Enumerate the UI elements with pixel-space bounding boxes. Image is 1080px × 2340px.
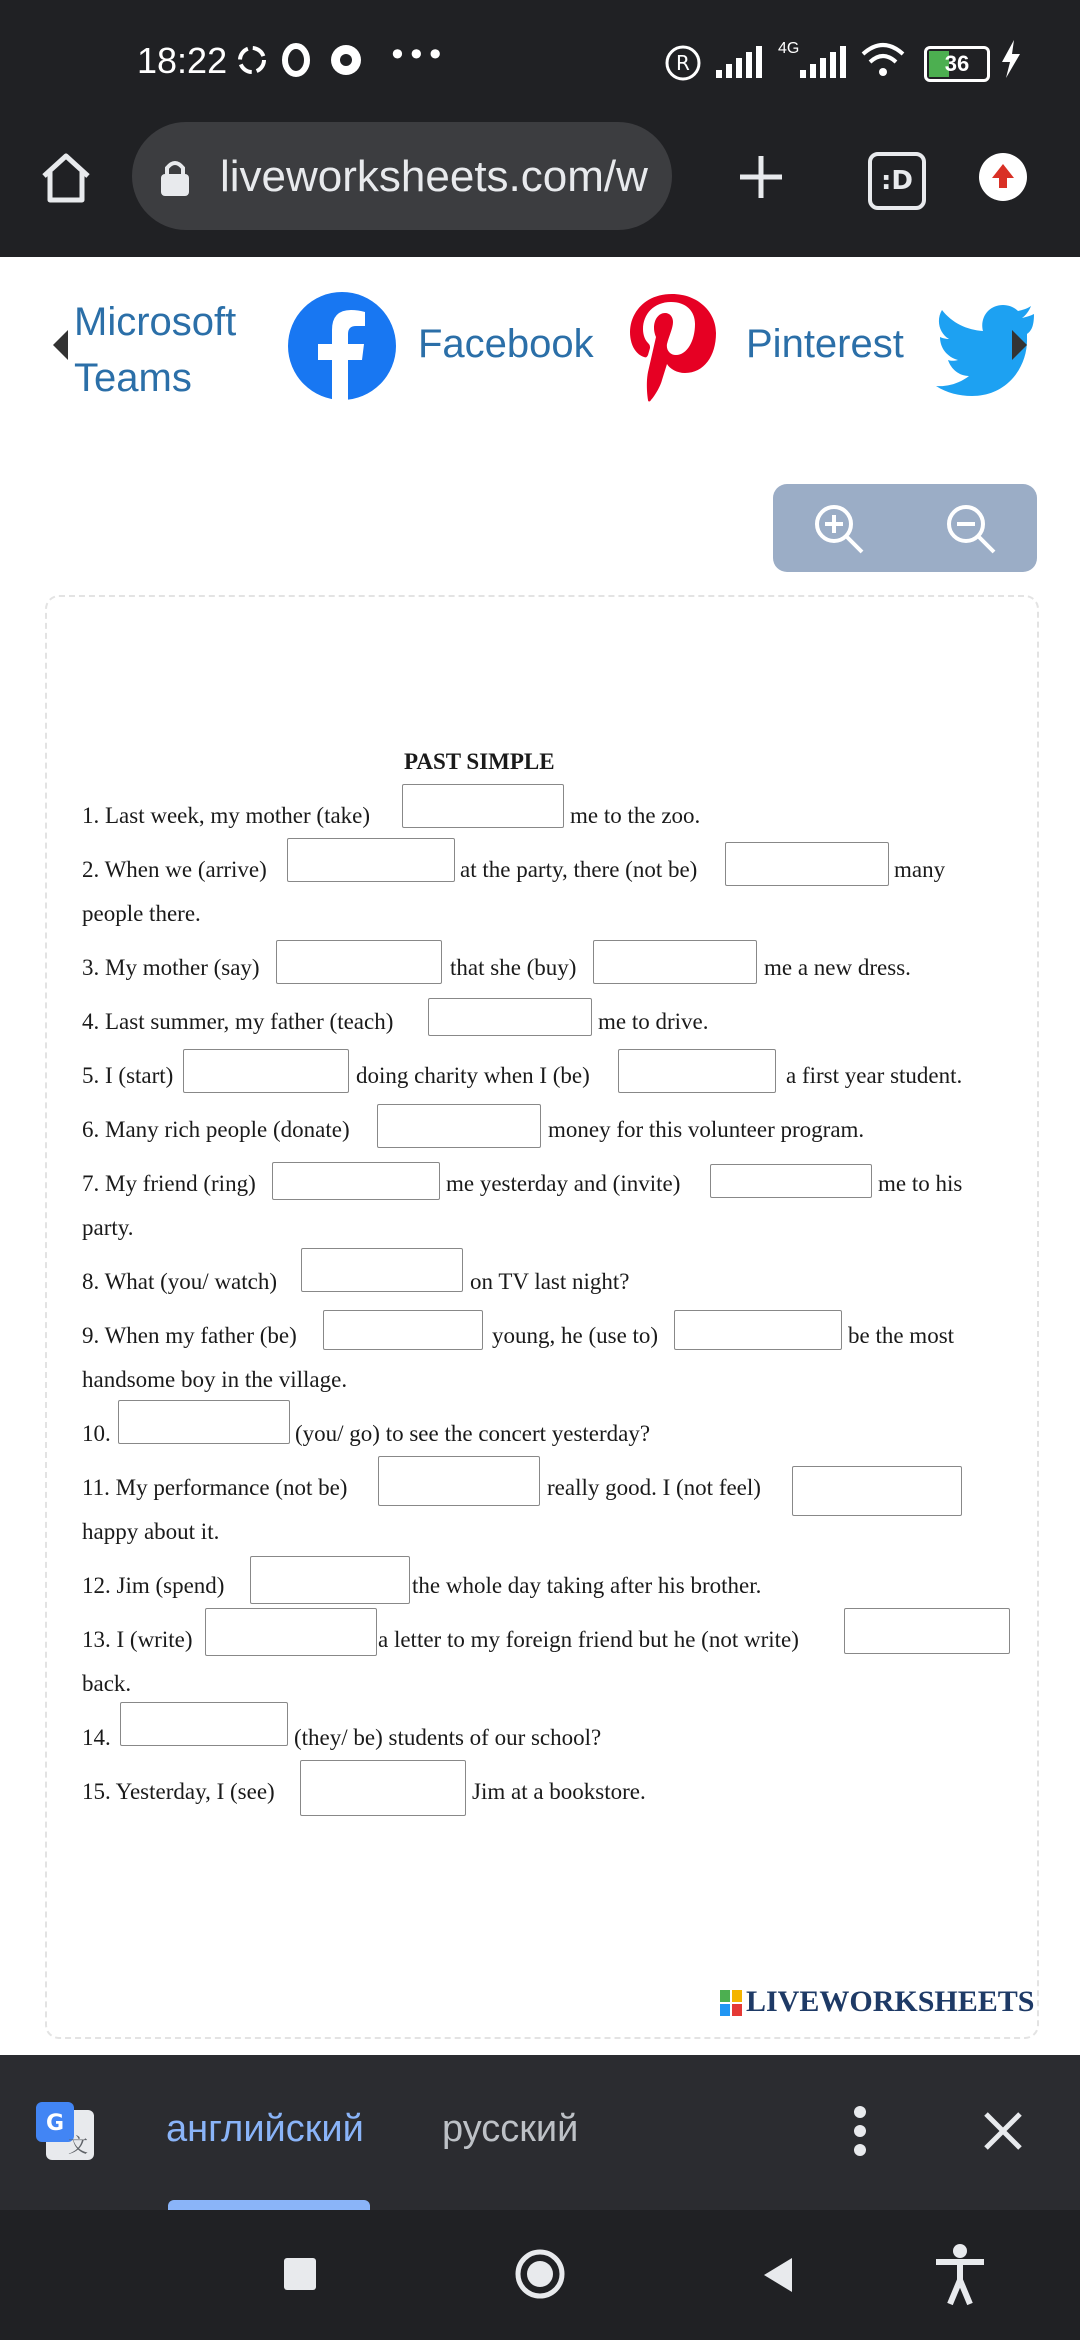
liveworksheets-logo-icon [720,1990,742,2021]
zoom-in-icon[interactable] [812,502,866,561]
q2-text-d: people there. [82,901,201,926]
home-icon[interactable] [38,150,94,211]
q6-text-b: money for this volunteer program. [548,1117,865,1142]
translate-target-language[interactable]: русский [442,2108,579,2150]
q14-answer-input[interactable] [120,1702,288,1746]
q13-text-b: a letter to my foreign friend but he (not write) [378,1627,799,1652]
q12-text-a: 12. Jim (spend) [82,1573,225,1598]
recent-apps-icon[interactable] [284,2258,316,2295]
chrome-icon [328,42,364,83]
q3-answer-input-1[interactable] [276,940,442,984]
share-pinterest-label[interactable]: Pinterest [746,322,904,366]
q2-answer-input-1[interactable] [287,838,455,882]
teams-label-line2: Teams [74,356,192,400]
q11-answer-input-2[interactable] [792,1466,962,1516]
q2-text-a: 2. When we (arrive) [82,857,267,882]
close-icon[interactable] [982,2110,1024,2157]
q9-answer-input-1[interactable] [323,1310,483,1350]
q9-text-b: young, he (use to) [492,1323,659,1348]
opera-icon [280,42,312,83]
tab-switcher-button[interactable]: :D [868,152,926,210]
share-row [0,286,1080,416]
q11-text-c: happy about it. [82,1519,220,1544]
q9-text-a: 9. When my father (be) [82,1323,297,1348]
translate-source-language[interactable]: английский [166,2108,364,2150]
more-options-icon[interactable] [852,2106,868,2161]
share-facebook-label[interactable]: Facebook [418,322,594,366]
q1-answer-input[interactable] [402,784,564,828]
q13-text-c: back. [82,1671,132,1696]
q1-text-a: 1. Last week, my mother (take) [82,803,371,828]
sync-icon [234,42,270,83]
q15-text-a: 15. Yesterday, I (see) [82,1779,275,1804]
q15-text-b: Jim at a bookstore. [472,1779,646,1804]
q4-text-a: 4. Last summer, my father (teach) [82,1009,394,1034]
q4-answer-input[interactable] [428,998,592,1036]
zoom-out-icon[interactable] [944,502,998,561]
q11-text-a: 11. My performance (not be) [82,1475,348,1500]
url-text[interactable]: liveworksheets.com/w [220,152,648,201]
q2-answer-input-2[interactable] [725,842,889,886]
q9-answer-input-2[interactable] [674,1310,842,1350]
q3-text-a: 3. My mother (say) [82,955,260,980]
lock-icon[interactable] [158,158,192,203]
q8-text-a: 8. What (you/ watch) [82,1269,278,1294]
network-type: 4G [778,40,800,57]
q5-answer-input-2[interactable] [618,1049,776,1093]
q8-text-b: on TV last night? [470,1269,630,1294]
status-time: 18:22 [137,40,228,81]
svg-text:G: G [45,2111,65,2136]
svg-text:R: R [676,51,690,75]
q3-text-b: that she (buy) [450,955,577,980]
q7-text-c: me to his [878,1171,963,1196]
accessibility-icon[interactable] [934,2244,986,2311]
q4-text-b: me to drive. [598,1009,709,1034]
q9-text-c: be the most [848,1323,955,1348]
home-nav-icon[interactable] [514,2248,566,2305]
signal-icon [716,46,766,83]
q5-text-a: 5. I (start) [82,1063,174,1088]
q15-answer-input[interactable] [300,1760,466,1816]
q9-text-d: handsome boy in the village. [82,1367,348,1392]
more-notifications: ••• [388,36,445,74]
q5-text-c: a first year student. [786,1063,963,1088]
q2-text-b: at the party, there (not be) [460,857,698,882]
google-translate-icon[interactable] [36,2102,96,2167]
q7-text-d: party. [82,1215,134,1240]
update-icon[interactable] [978,152,1028,207]
q11-text-b: really good. I (not feel) [547,1475,761,1500]
q7-text-a: 7. My friend (ring) [82,1171,256,1196]
facebook-icon[interactable] [288,292,396,405]
battery-level: 36 [944,51,970,76]
teams-label-line1: Microsoft [74,300,237,344]
charging-icon [1000,40,1022,83]
q5-answer-input-1[interactable] [183,1049,349,1093]
q14-text-b: (they/ be) students of our school? [294,1725,602,1750]
q13-answer-input-1[interactable] [205,1608,377,1656]
back-icon[interactable] [762,2256,794,2299]
q2-text-c: many [894,857,946,882]
svg-text:文: 文 [68,2133,88,2157]
translate-active-indicator [168,2200,370,2210]
new-tab-icon[interactable] [736,152,786,207]
q12-text-b: the whole day taking after his brother. [412,1573,762,1598]
battery-icon [924,46,990,82]
q13-answer-input-2[interactable] [844,1608,1010,1654]
q8-answer-input[interactable] [301,1248,463,1292]
q1-text-b: me to the zoo. [570,803,701,828]
pinterest-icon[interactable] [624,292,720,407]
q6-answer-input[interactable] [377,1104,541,1148]
q10-text-b: (you/ go) to see the concert yesterday? [295,1421,651,1446]
liveworksheets-logo: LIVEWORKSHEETS [746,1985,1035,2018]
q10-answer-input[interactable] [118,1400,290,1444]
q14-text-a: 14. [82,1725,111,1750]
q10-text-a: 10. [82,1421,111,1446]
q7-answer-input-1[interactable] [272,1162,440,1200]
q11-answer-input-1[interactable] [378,1456,540,1506]
registered-icon [664,44,702,87]
worksheet-title: PAST SIMPLE [404,749,555,774]
q12-answer-input[interactable] [250,1556,410,1604]
q7-answer-input-2[interactable] [710,1164,872,1198]
share-microsoft-teams[interactable] [50,294,236,406]
q3-answer-input-2[interactable] [593,940,757,984]
share-next-arrow[interactable] [1010,328,1030,367]
q3-text-c: me a new dress. [764,955,911,980]
q7-text-b: me yesterday and (invite) [446,1171,681,1196]
signal-icon-2 [800,46,846,83]
q13-text-a: 13. I (write) [82,1627,193,1652]
q5-text-b: doing charity when I (be) [356,1063,590,1088]
wifi-icon [860,42,906,83]
q6-text-a: 6. Many rich people (donate) [82,1117,350,1142]
